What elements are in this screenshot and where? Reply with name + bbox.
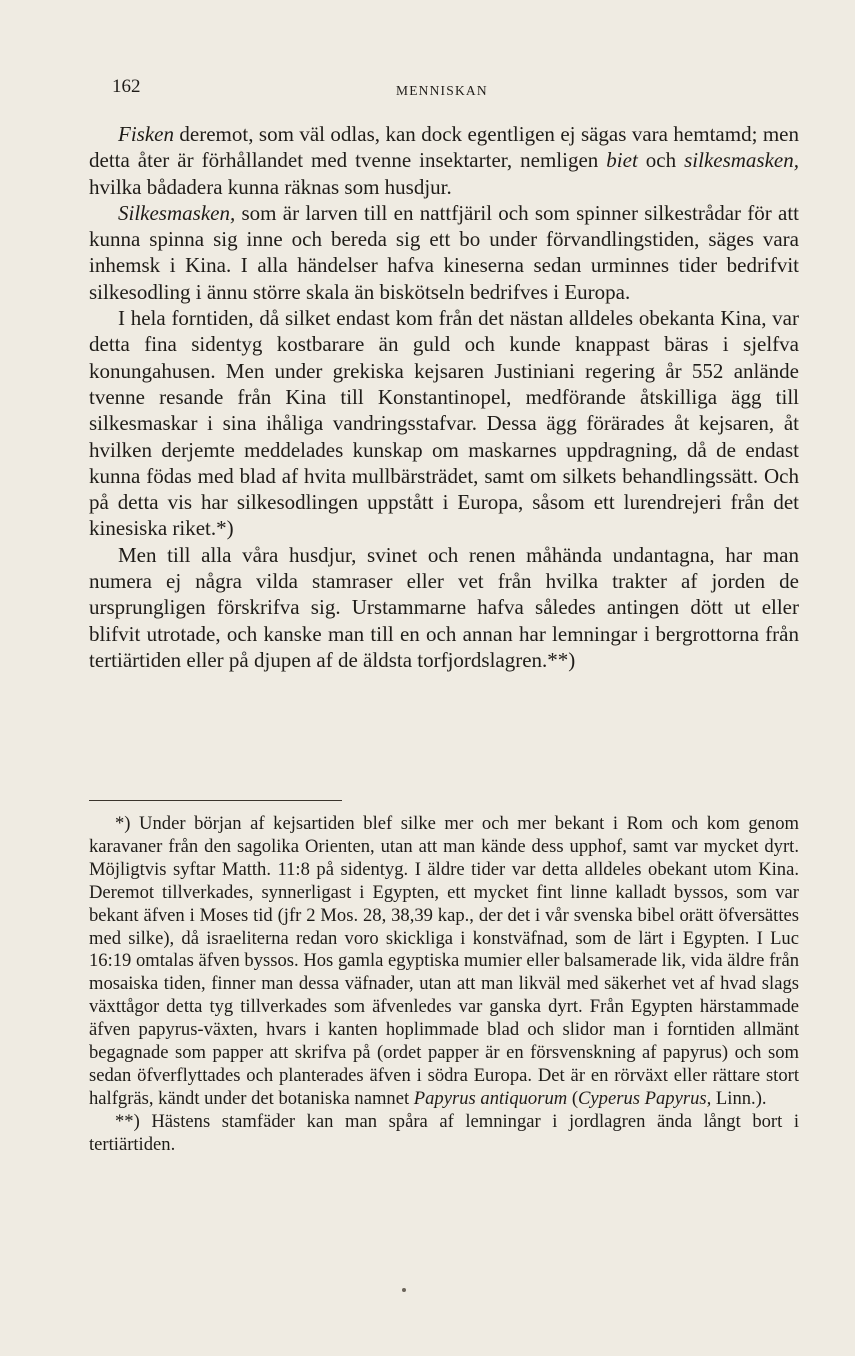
text-run: och	[637, 148, 685, 173]
footnote-rule	[89, 800, 342, 801]
text-run: I hela forntiden, då silket endast kom från det nästan alldeles obekanta Kina, var detta fina sidentyg kostbarare än guld och kunde knappast bäras i sjelfva konungahusen. Men under grekiska kejsaren Justiniani regering år 552 anlände tvenne resande från Kina till Konstantinopel, medförande åtskilliga ägg till silkesmaskar i sina ihåliga vandringsstafvar. Dessa ägg förärades åt kejsaren, åt hvilken derjemte meddelades kunskap om maskarnes uppdragning, då de endast kunna födas med blad af hvita mullbärsträdet, samt om silkets behandlingssätt. Och på detta vis har silkesodlingen uppstått i Europa, såsom ett lurendrejeri från det kinesiska riket.*)	[89, 306, 799, 541]
page-number: 162	[112, 76, 141, 97]
text-run: deremot, som väl odlas, kan dock egentligen ej sägas vara hemtamd; men detta åter är förhållandet med tvenne insektarter, nemligen	[89, 122, 799, 173]
footnote	[89, 813, 799, 1111]
body-paragraph	[89, 542, 799, 673]
body-paragraph	[89, 200, 799, 305]
text-run: hvilka bådadera kunna räknas som husdjur.	[89, 174, 452, 199]
text-run: (	[567, 1087, 579, 1109]
italic-term: biet	[606, 148, 638, 173]
text-run: *) Under början af kejsartiden blef silke mer och mer bekant i Rom och kom genom karavaner från den sagolika Orienten, utan att man kände dess upphof, samt var mycket dyrt. Möjligtvis syftar Matth. 11:8 på sidentyg. I äldre tider var detta alldeles obekant utom Kina. Deremot tillverkades, synnerligast i Egypten, ett mycket fint linne kalladt byssos, som var bekant äfven i Moses tid (jfr 2 Mos. 28, 38,39 kap., der det i vår svenska bibel orätt öfversättes med silke), då israeliterna redan voro skickliga i konstväfnad, som de lärt i Egypten. I Luc 16:19 omtalas äfven byssos. Hos gamla egyptiska mumier eller balsamerade lik, vida äldre från mosaiska tiden, finner man dessa väfnader, utan att man likväl med säkerhet vet af hvad slags växttågor detta tyg tillverkades som äfvenledes var ganska dyrt. Från Egypten härstammade äfven papyrus-växten, hvars i kanten hoplimmade blad och slidor man i forntiden allmänt begagnade som papper att skrifva på (ordet papper är en försvenskning af papyrus) och som sedan öfverflyttades och planterades äfven i södra Europa. Det är en rörväxt eller rättare stort halfgräs, kändt under det botaniska namnet	[89, 813, 799, 1109]
italic-term: Cyperus Papyrus,	[578, 1087, 712, 1109]
body-paragraph	[89, 121, 799, 200]
italic-term: Papyrus antiquorum	[413, 1087, 568, 1109]
body-text	[89, 121, 799, 673]
italic-term: silkesmasken,	[684, 148, 799, 173]
footnotes	[89, 813, 799, 1157]
text-run: som är larven till en nattfjäril och som spinner silkestrådar för att kunna spinna sig inne och bereda sig ett bo under förvandlingstiden, säges vara inhemsk i Kina. I alla händelser hafva kineserna sedan urminnes tider bedrifvit silkesodling i ännu större skala än biskötseln bedrifves i Europa.	[89, 200, 799, 304]
body-paragraph	[89, 305, 799, 542]
page-mark	[402, 1288, 406, 1292]
italic-term: Fisken	[118, 122, 174, 146]
running-head: MENNISKAN	[396, 83, 488, 98]
text-run: Men till alla våra husdjur, svinet och renen måhända undantagna, har man numera ej några vilda stamraser eller vet från hvilka trakter af jorden de ursprungligen förskrifva sig. Urstammarne hafva således antingen dött ut eller blifvit utrotade, och kanske man till en och annan har lemningar i bergrottorna från tertiärtiden eller på djupen af de äldsta torfjordslagren.**)	[89, 542, 799, 672]
text-run: Linn.).	[711, 1087, 767, 1109]
text-run: **) Hästens stamfäder kan man spåra af lemningar i jordlagren ända långt bort i tertiärtiden.	[89, 1110, 799, 1155]
italic-term: Silkesmasken,	[118, 200, 236, 225]
footnote	[89, 1111, 799, 1157]
